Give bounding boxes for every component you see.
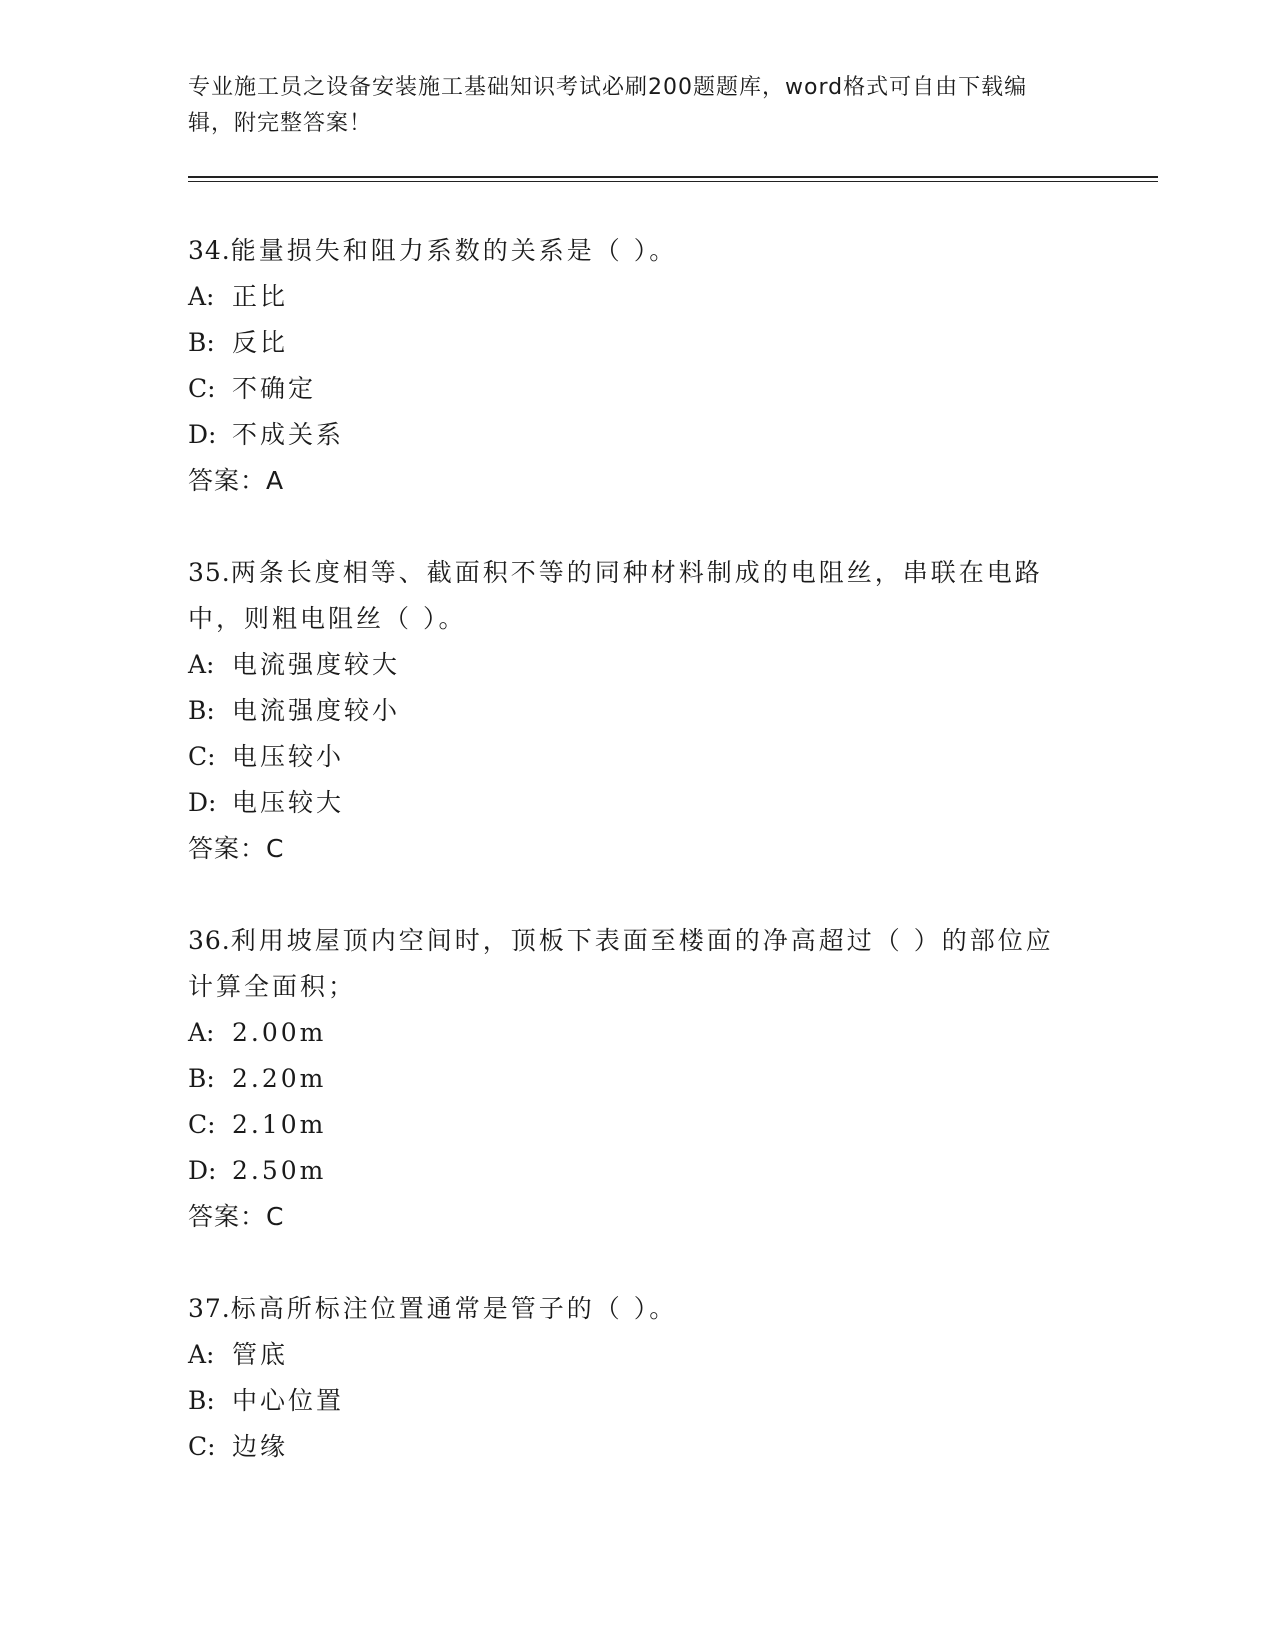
answer-value: C [266,834,285,863]
option-text: 电压较小 [232,742,345,771]
option-letter: A: [188,282,215,311]
answer-label: 答案： [188,834,267,863]
option-letter: D: [188,420,217,449]
option-letter: A: [188,1340,215,1369]
answer-value: C [266,1202,285,1231]
answer-line [188,826,1158,872]
document-header-title: 专业施工员之设备安装施工基础知识考试必刷200题题库，word格式可自由下载编辑，附完整答案！ [188,75,1028,136]
question-text: 两条长度相等、截面积不等的同种材料制成的电阻丝，串联在电路中，则粗电阻丝（ ）。 [188,558,1043,633]
option-letter: D: [188,788,217,817]
option-text: 中心位置 [232,1386,345,1415]
option-text: 电流强度较小 [232,696,401,725]
question-34 [188,228,1158,504]
option-a [188,274,1158,320]
option-c [188,1424,1158,1470]
option-text: 电压较大 [232,788,345,817]
option-letter: B: [188,696,215,725]
question-36 [188,918,1158,1240]
option-a [188,642,1158,688]
option-b [188,1056,1158,1102]
option-text: 电流强度较大 [232,650,401,679]
option-text: 不成关系 [232,420,345,449]
option-a [188,1010,1158,1056]
question-text: 能量损失和阻力系数的关系是（ ）。 [230,236,678,265]
option-letter: C: [188,1110,216,1139]
option-text: 不确定 [232,374,317,403]
option-b [188,1378,1158,1424]
question-stem [188,1286,1068,1332]
option-letter: C: [188,1432,216,1461]
option-d [188,780,1158,826]
option-text: 反比 [232,328,289,357]
answer-label: 答案： [188,1202,267,1231]
question-number: 35. [188,558,231,587]
question-number: 37. [188,1294,231,1323]
option-text: 2.10m [232,1110,327,1139]
document-page [188,70,1158,1470]
option-c [188,734,1158,780]
option-b [188,688,1158,734]
option-letter: C: [188,374,216,403]
question-stem [188,918,1068,1010]
option-c [188,366,1158,412]
option-text: 2.50m [232,1156,327,1185]
answer-line [188,1194,1158,1240]
option-a [188,1332,1158,1378]
question-text: 标高所标注位置通常是管子的（ ）。 [230,1294,678,1323]
option-letter: D: [188,1156,217,1185]
option-text: 正比 [232,282,289,311]
option-letter: B: [188,1064,215,1093]
answer-line [188,458,1158,504]
option-text: 管底 [232,1340,289,1369]
option-d [188,1148,1158,1194]
option-text: 边缘 [232,1432,289,1461]
question-stem [188,550,1068,642]
question-stem [188,228,1068,274]
question-35 [188,550,1158,872]
question-37 [188,1286,1158,1470]
option-b [188,320,1158,366]
option-letter: B: [188,1386,215,1415]
option-letter: A: [188,650,215,679]
option-c [188,1102,1158,1148]
answer-value: A [266,466,285,495]
option-letter: C: [188,742,216,771]
option-letter: A: [188,1018,215,1047]
question-number: 36. [188,926,231,955]
question-text: 利用坡屋顶内空间时，顶板下表面至楼面的净高超过（ ）的部位应计算全面积； [188,926,1054,1001]
question-number: 34. [188,236,231,265]
option-text: 2.20m [232,1064,327,1093]
option-text: 2.00m [232,1018,327,1047]
header-divider [188,176,1158,182]
option-letter: B: [188,328,215,357]
answer-label: 答案： [188,466,267,495]
option-d [188,412,1158,458]
